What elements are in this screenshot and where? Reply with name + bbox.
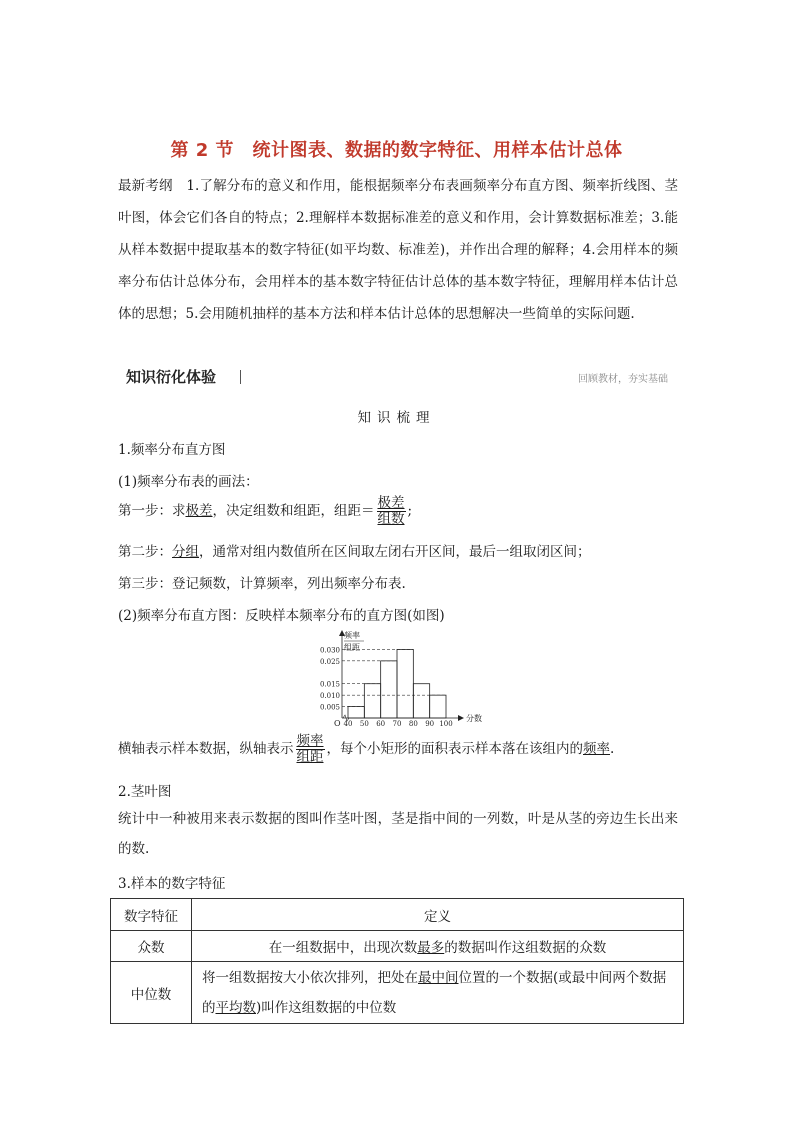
- mode-def-post: 的数据叫作这组数据的众数: [444, 940, 607, 956]
- x-tick-label: 50: [359, 720, 369, 728]
- table-header-feature: 数字特征: [111, 899, 192, 931]
- step2-line: [118, 540, 591, 560]
- axis-end: .: [610, 741, 615, 757]
- histogram-bar: [430, 695, 446, 718]
- item3-heading: 3.样本的数字特征: [118, 876, 226, 892]
- section-label: 知识衍化体验: [126, 368, 217, 386]
- x-axis-arrow: [458, 715, 464, 721]
- mode-def-pre: 在一组数据中，出现次数: [268, 940, 418, 956]
- table-row: [111, 931, 684, 962]
- step1-mid: ，决定组数和组距，组距＝: [212, 503, 375, 519]
- histogram-bar: [381, 661, 397, 718]
- item1-sub1: (1)频率分布表的画法：: [118, 474, 259, 490]
- median-def-c: )叫作这组数据的中位数: [256, 999, 397, 1016]
- step1-underlined: 极差: [185, 503, 213, 519]
- axis-underlined: 频率: [583, 741, 610, 757]
- histogram-bar: [364, 684, 380, 718]
- numeric-features-table: [110, 898, 684, 1024]
- row-mode-definition: [192, 931, 684, 962]
- x-tick-label: 70: [392, 720, 402, 728]
- step2-pre: 第二步：: [118, 544, 172, 560]
- frequency-histogram: [300, 628, 490, 734]
- y-tick-label: 0.010: [319, 692, 340, 701]
- median-def-underlined-1: 最中间: [418, 969, 459, 986]
- step3-line: 第三步：登记频数，计算频率，列出频率分布表.: [118, 576, 406, 592]
- page-title: 第 2 节 统计图表、数据的数字特征、用样本估计总体: [170, 140, 623, 161]
- table-header-definition: 定义: [192, 899, 684, 931]
- table-header-row: [111, 899, 684, 931]
- y-tick-label: 0.025: [319, 657, 340, 666]
- x-tick-label: 80: [408, 720, 418, 728]
- section-divider: [240, 370, 241, 384]
- row-mode-name: 众数: [111, 931, 192, 962]
- row-median-definition: [192, 962, 684, 1024]
- section-header-bar: [118, 364, 678, 390]
- y-tick-label: 0.030: [319, 646, 340, 655]
- median-def-underlined-2: 平均数: [215, 999, 256, 1016]
- axis-fraction: [296, 734, 325, 765]
- item1-heading: 1.频率分布直方图: [118, 442, 226, 458]
- syllabus-paragraph: 最新考纲 1.了解分布的意义和作用，能根据频率分布表画频率分布直方图、频率折线图、茎叶图，体会它们各自的特点；2.理解样本数据标准差的意义和作用，会计算数据标准差；3.能从样本数据中提取基本的数字特征(如平均数、标准差)，并作出合理的解释；4.会用样本的频率分布估计总体分布，会用样本的基本数字特征估计总体的基本数字特征，理解用样本估计总体的思想；5.会用随机抽样的基本方法和样本估计总体的思想解决一些简单的实际问题.: [118, 178, 678, 322]
- axis-mid: ，每个小矩形的面积表示样本落在该组内的: [326, 741, 583, 757]
- subsection-title: 知识梳理: [357, 410, 436, 426]
- axis-fraction-denominator: 组距: [296, 749, 324, 765]
- histogram-bar: [348, 707, 364, 718]
- table-row: [111, 962, 684, 1024]
- x-axis-label: 分数: [466, 714, 482, 723]
- x-tick-label: 60: [376, 720, 386, 728]
- origin-label: O: [334, 719, 341, 728]
- item2-paragraph: 统计中一种被用来表示数据的图叫作茎叶图，茎是指中间的一列数，叶是从茎的旁边生长出来的数.: [118, 811, 678, 857]
- axis-description-line: [118, 734, 614, 765]
- y-tick-label: 0.015: [319, 680, 340, 689]
- group-width-fraction: [377, 496, 406, 527]
- y-label-numerator: 频率: [344, 631, 360, 640]
- step1-pre: 第一步：求: [118, 503, 186, 519]
- item1-sub2: (2)频率分布直方图：反映样本频率分布的直方图(如图): [118, 608, 445, 624]
- axis-pre: 横轴表示样本数据，纵轴表示: [118, 741, 294, 757]
- x-tick-label: 90: [425, 720, 435, 728]
- x-tick-label: 100: [439, 720, 453, 728]
- median-def-b: 位置的一个数据(或最中间两个数据的: [202, 969, 667, 1016]
- step1-end: ;: [407, 503, 413, 519]
- y-label-denominator: 组距: [344, 643, 360, 652]
- step2-rest: ，通常对组内数值所在区间取左闭右开区间，最后一组取闭区间；: [199, 544, 591, 560]
- step1-line: [118, 496, 412, 527]
- axis-fraction-numerator: 频率: [296, 733, 324, 749]
- histogram-bar: [413, 684, 429, 718]
- y-tick-label: 0.005: [319, 703, 340, 712]
- histogram-bar: [397, 649, 413, 718]
- step2-underlined: 分组: [172, 544, 199, 560]
- fraction-numerator: 极差: [377, 495, 405, 511]
- fraction-denominator: 组数: [377, 511, 405, 527]
- mode-def-underlined: 最多: [417, 940, 445, 956]
- median-def-a: 将一组数据按大小依次排列，把处在: [202, 969, 418, 986]
- row-median-name: 中位数: [111, 962, 192, 1024]
- section-subtitle: 回顾教材，夯实基础: [578, 374, 668, 385]
- x-tick-label: 40: [343, 720, 353, 728]
- item2-heading: 2.茎叶图: [118, 784, 172, 800]
